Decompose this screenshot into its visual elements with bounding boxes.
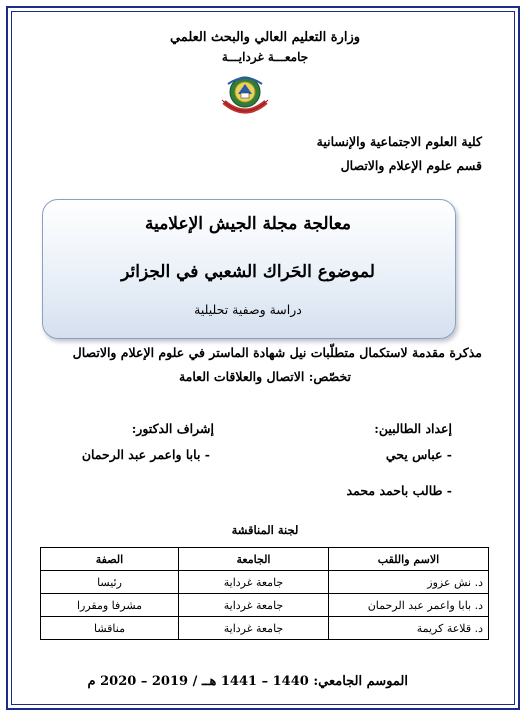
memo-specialty: تخصّص: الاتصال والعلاقات العامة [178, 369, 352, 384]
thesis-title-line2: لموضوع الحَراك الشعبي في الجزائر [121, 262, 375, 282]
member-name: د. نش عزوز [329, 571, 489, 594]
member-role: مشرفا ومقررا [41, 594, 179, 617]
table-row [41, 617, 489, 640]
ministry-name: وزارة التعليم العالي والبحث العلمي [169, 30, 361, 45]
column-header: الجامعة [179, 548, 329, 571]
department-name: قسم علوم الإعلام والاتصال [340, 158, 482, 173]
memo-purpose: مذكرة مقدمة لاستكمال متطلّبات نيل شهادة الماستر في علوم الإعلام والاتصال [72, 345, 482, 360]
committee-table [40, 547, 489, 640]
member-university: جامعة غرداية [179, 571, 329, 594]
member-name: د. قلاعة كريمة [329, 617, 489, 640]
thesis-title-line1: معالجة مجلة الجيش الإعلامية [144, 214, 352, 234]
member-role: مناقشا [41, 617, 179, 640]
table-row [41, 594, 489, 617]
students-label: إعداد الطالبين: [374, 421, 452, 436]
column-header: الاسم واللقب [329, 548, 489, 571]
member-name: د. بابا واعمر عبد الرحمان [329, 594, 489, 617]
university-seal-icon [218, 72, 272, 118]
university-name: جامعـــة غردايـــة [221, 50, 309, 64]
column-header: الصفة [41, 548, 179, 571]
table-row [41, 571, 489, 594]
supervisor-name: - بابا واعمر عبد الرحمان [81, 447, 210, 462]
member-university: جامعة غرداية [179, 594, 329, 617]
member-university: جامعة غرداية [179, 617, 329, 640]
student-name: - عباس يحي [385, 447, 452, 462]
student-name: - طالب باحمد محمد [346, 483, 452, 498]
table-header-row [41, 548, 489, 571]
member-role: رئيسا [41, 571, 179, 594]
academic-year: الموسم الجامعي: 1440 – 1441 هــ / 2019 – 2020 م [87, 674, 408, 689]
supervisor-label: إشراف الدكتور: [131, 421, 214, 436]
faculty-name: كلية العلوم الاجتماعية والإنسانية [316, 134, 482, 149]
thesis-subtitle: دراسة وصفية تحليلية [194, 302, 302, 317]
committee-title: لجنة المناقشة [231, 523, 299, 537]
